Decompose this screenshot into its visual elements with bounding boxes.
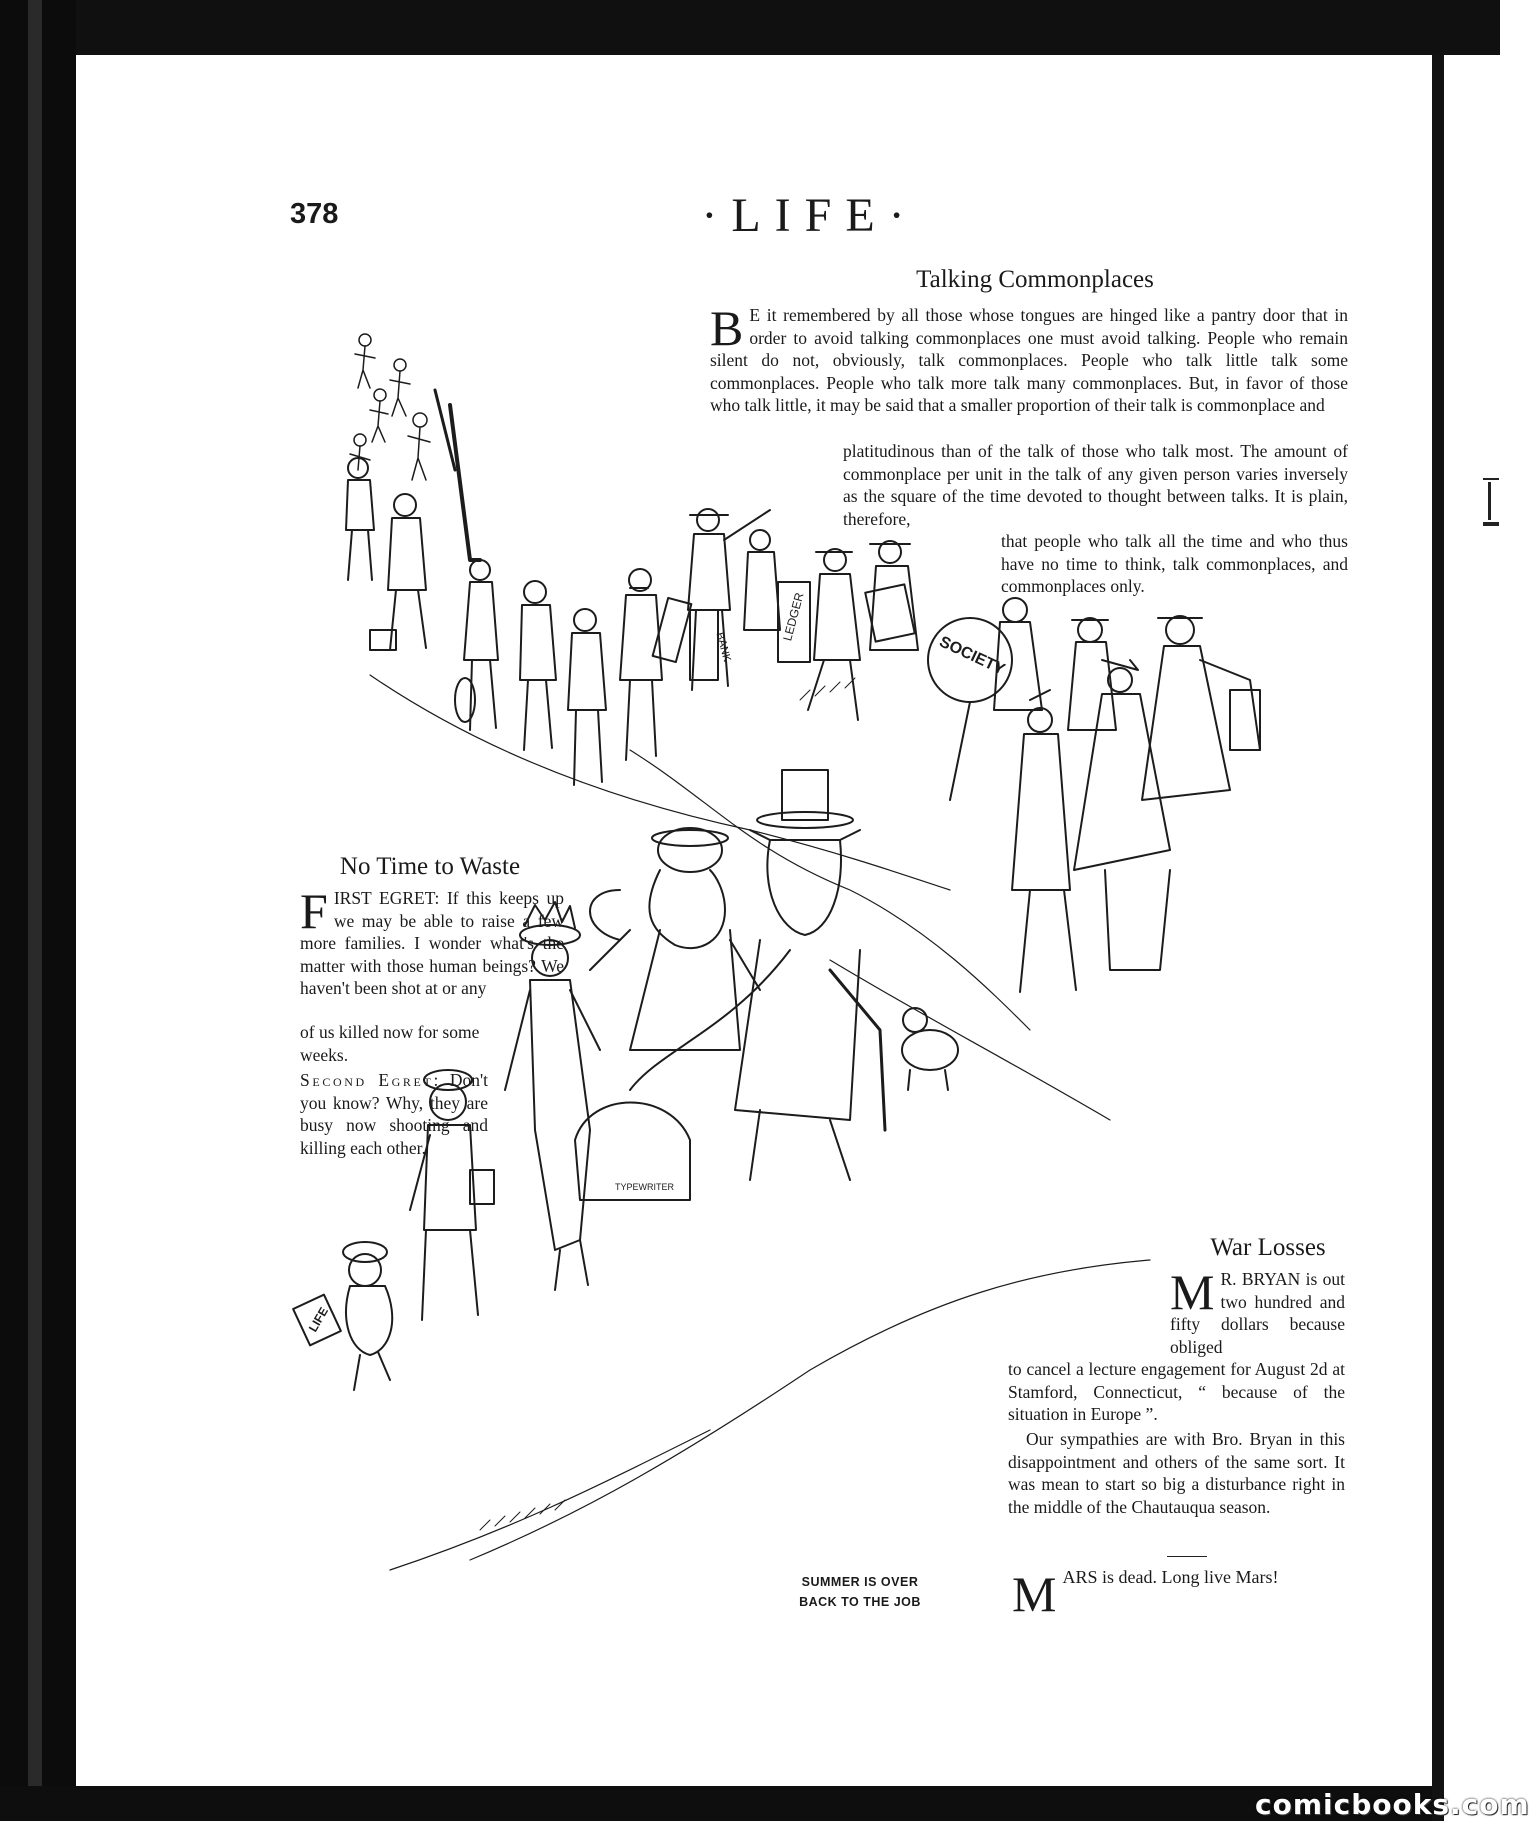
- boy-figure: [410, 1070, 494, 1320]
- drop-cap: F: [300, 883, 328, 939]
- drop-cap: M: [1170, 1264, 1215, 1320]
- no-time-to-waste-title: No Time to Waste: [339, 853, 521, 880]
- ground-path: [370, 675, 1150, 1570]
- distant-figures: [350, 334, 455, 480]
- drop-cap: M: [1012, 1566, 1057, 1622]
- cartoon-illustration: [305, 330, 1350, 1580]
- upper-figures: [346, 405, 691, 785]
- talking-commonplaces-para-3: that people who talk all the time and who thus have no time to think, talk commonplaces, and commonplaces only.: [1001, 531, 1348, 597]
- caption-line-1: SUMMER IS OVER: [801, 1575, 919, 1589]
- bear-figure: [590, 828, 760, 1050]
- page-gutter: [1432, 0, 1444, 1821]
- middle-figures: [688, 509, 918, 720]
- page-number: 378: [290, 198, 339, 230]
- bank-label: BANK: [713, 631, 733, 664]
- typewriter-label: TYPEWRITER: [615, 1182, 675, 1192]
- shadow-hatching: [480, 678, 855, 1530]
- ledger-label: LEDGER: [780, 591, 807, 643]
- war-losses-para-3: Our sympathies are with Bro. Bryan in this disappointment and others of the same sort. It was mean to start so big a disturbance right in the middle of the Chautauqua season.: [1008, 1429, 1345, 1517]
- paragraph-text: ARS is dead. Long live Mars!: [1062, 1567, 1279, 1587]
- child-figure: [293, 1242, 392, 1390]
- speaker: Second Egret:: [300, 1070, 441, 1090]
- life-sign-label: LIFE: [305, 1304, 331, 1335]
- caption-line-2: BACK TO THE JOB: [799, 1595, 921, 1609]
- no-time-to-waste-para-2: of us killed now for some weeks.: [300, 1022, 480, 1065]
- scan-border-top: [0, 0, 1500, 55]
- dog-figure: [902, 1008, 958, 1090]
- paragraph-text: R. BRYAN is out two hundred and fifty dollars because obliged: [1170, 1269, 1345, 1357]
- facing-page: [1438, 0, 1500, 1821]
- woman-typewriter: [505, 902, 690, 1290]
- paragraph-text: E it remembered by all those whose tongues are hinged like a pantry door that in order to avoid talking commonplaces one must avoid talking. People who remain silent do not, obviously, talk commonplaces. People who talk little talk some commonplaces. People who talk more talk many commonplaces. But, in favor of those who talk little, it may be said that a smaller proportion of their talk is commonplace and: [710, 305, 1348, 416]
- paragraph-text: Don't you know? Why, they are busy now shooting and killing each other.: [300, 1070, 489, 1158]
- scan-border-top-right: [1432, 0, 1500, 55]
- watermark: comicbooks.com: [1255, 1788, 1530, 1821]
- facing-page-glyph: [1483, 478, 1499, 526]
- paragraph-text: If this keeps up we may be able to raise a few more families. I wonder what's the matter with those human beings? We haven't been shot at or any: [300, 888, 564, 999]
- society-label: SOCIETY: [936, 633, 1008, 679]
- war-losses-para-2: to cancel a lecture engagement for August 2d at Stamford, Connecticut, “ because of the situation in Europe ”.: [1008, 1359, 1345, 1425]
- talking-commonplaces-para-2: platitudinous than of the talk of those who talk most. The amount of commonplace per unit in the talk of any given person varies inversely as the square of the time devoted to thought between talks. It is plain, therefore,: [843, 441, 1348, 529]
- drop-cap: B: [710, 300, 744, 356]
- masthead: ·LIFE·: [701, 189, 919, 242]
- talking-commonplaces-title: Talking Commonplaces: [916, 266, 1154, 293]
- right-figures: [994, 598, 1260, 992]
- speaker: IRST EGRET:: [333, 888, 440, 908]
- war-losses-title: War Losses: [1210, 1234, 1326, 1261]
- scan-border-left-shadow: [28, 0, 42, 1821]
